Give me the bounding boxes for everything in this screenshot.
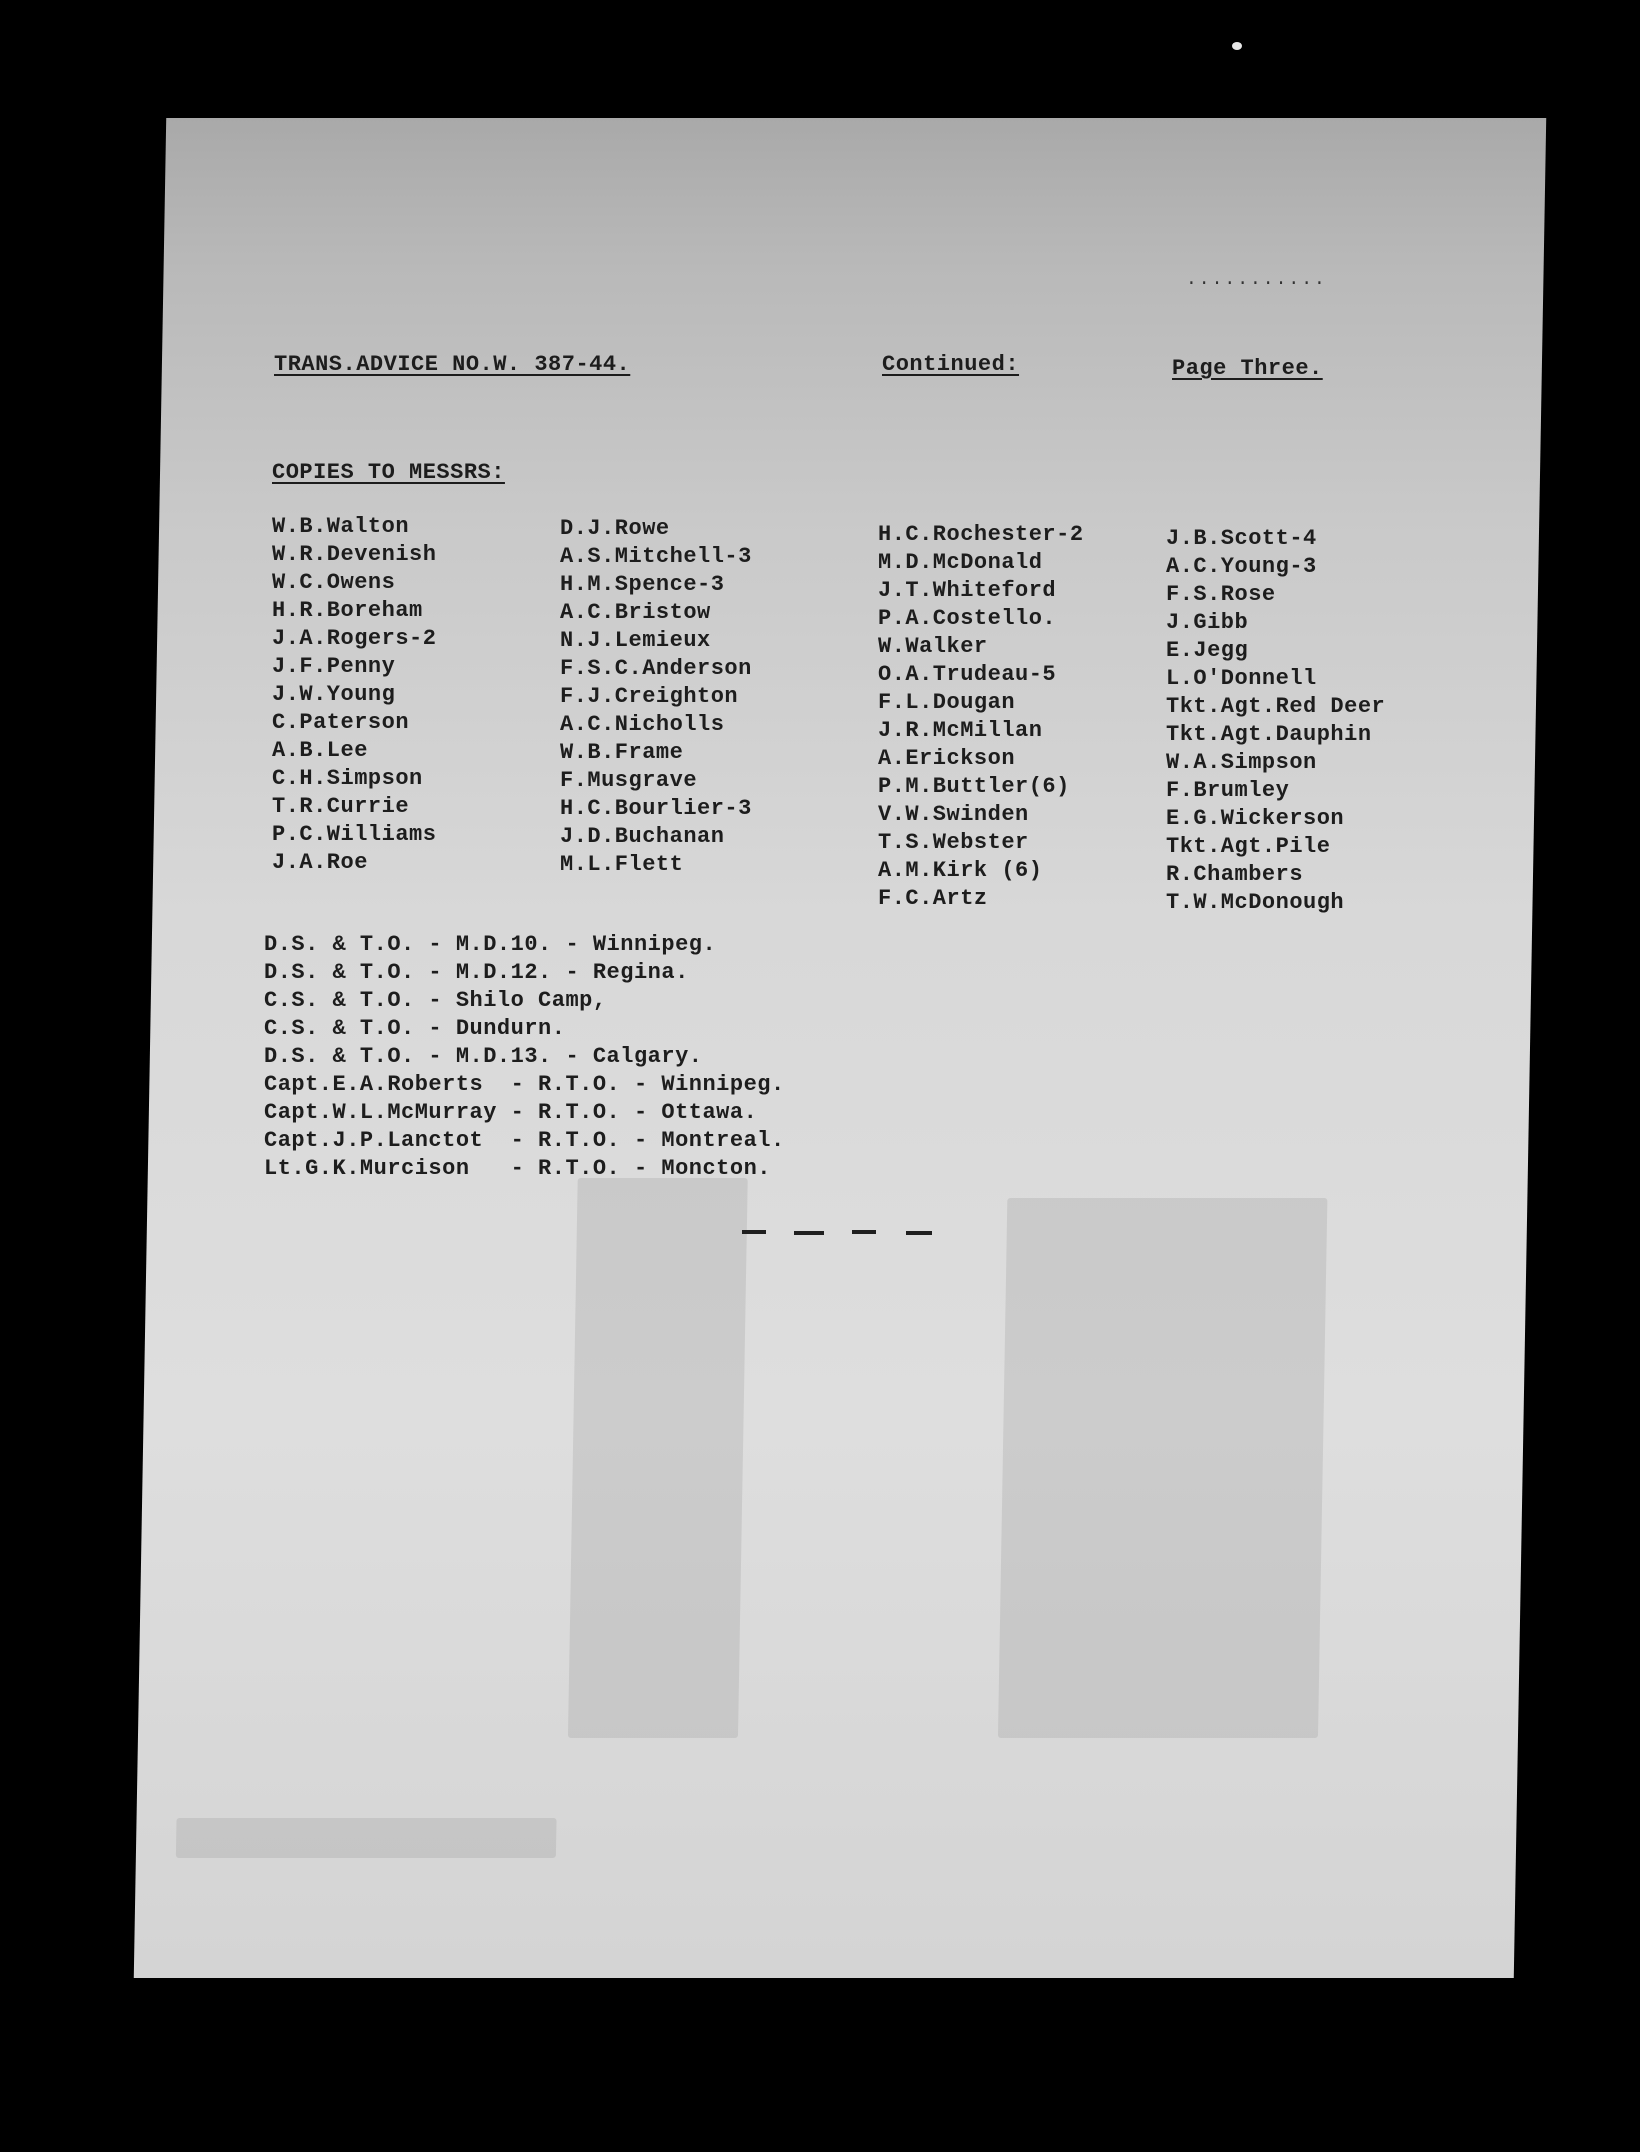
list-item: M.L.Flett — [560, 852, 684, 877]
list-item: H.R.Boreham — [272, 598, 423, 623]
list-item: T.R.Currie — [272, 794, 410, 819]
list-item: Tkt.Agt.Pile — [1166, 834, 1331, 859]
distribution-list — [264, 932, 785, 1184]
distribution-line: C.S. & T.O. - Dundurn. — [264, 1016, 566, 1041]
list-item: J.T.Whiteford — [878, 578, 1057, 603]
list-item: P.A.Costello. — [878, 606, 1057, 631]
list-item: C.H.Simpson — [272, 766, 423, 791]
list-item: A.Erickson — [878, 746, 1016, 771]
list-item: A.B.Lee — [272, 738, 368, 763]
list-item: J.A.Rogers-2 — [272, 626, 437, 651]
distribution-line: Lt.G.K.Murcison - R.T.O. - Moncton. — [264, 1156, 771, 1181]
list-item: R.Chambers — [1166, 862, 1304, 887]
list-item: Tkt.Agt.Dauphin — [1166, 722, 1372, 747]
distribution-line: Capt.E.A.Roberts - R.T.O. - Winnipeg. — [264, 1072, 785, 1097]
list-item: A.M.Kirk (6) — [878, 858, 1043, 883]
name-column-1 — [272, 514, 436, 878]
list-item: J.W.Young — [272, 682, 396, 707]
list-item: P.M.Buttler(6) — [878, 774, 1070, 799]
list-item: A.S.Mitchell-3 — [560, 544, 752, 569]
list-item: A.C.Bristow — [560, 600, 711, 625]
list-item: F.L.Dougan — [878, 690, 1016, 715]
end-rule-dash — [742, 1230, 766, 1234]
end-rule-dash — [852, 1230, 876, 1234]
list-item: J.A.Roe — [272, 850, 368, 875]
copies-heading: COPIES TO MESSRS: — [272, 460, 505, 485]
continued-label: Continued: — [882, 352, 1020, 377]
list-item: P.C.Williams — [272, 822, 437, 847]
page-number: Page Three. — [1172, 356, 1323, 381]
dotted-mark: ........... — [1186, 270, 1327, 290]
name-column-4 — [1166, 526, 1385, 918]
distribution-line: C.S. & T.O. - Shilo Camp, — [264, 988, 607, 1013]
list-item: F.Brumley — [1166, 778, 1290, 803]
list-item: J.R.McMillan — [878, 718, 1043, 743]
name-column-2 — [560, 516, 752, 880]
distribution-line: Capt.J.P.Lanctot - R.T.O. - Montreal. — [264, 1128, 785, 1153]
list-item: F.C.Artz — [878, 886, 988, 911]
list-item: A.C.Young-3 — [1166, 554, 1317, 579]
list-item: W.C.Owens — [272, 570, 396, 595]
list-item: A.C.Nicholls — [560, 712, 725, 737]
list-item: L.O'Donnell — [1166, 666, 1317, 691]
list-item: J.D.Buchanan — [560, 824, 725, 849]
list-item: M.D.McDonald — [878, 550, 1043, 575]
list-item: F.J.Creighton — [560, 684, 739, 709]
list-item: W.R.Devenish — [272, 542, 437, 567]
list-item: C.Paterson — [272, 710, 410, 735]
end-rule-dash — [794, 1231, 824, 1235]
list-item: E.Jegg — [1166, 638, 1249, 663]
list-item: O.A.Trudeau-5 — [878, 662, 1057, 687]
list-item: J.B.Scott-4 — [1166, 526, 1317, 551]
list-item: W.A.Simpson — [1166, 750, 1317, 775]
list-item: J.Gibb — [1166, 610, 1249, 635]
list-item: E.G.Wickerson — [1166, 806, 1345, 831]
list-item: W.B.Walton — [272, 514, 410, 539]
distribution-line: D.S. & T.O. - M.D.12. - Regina. — [264, 960, 689, 985]
list-item: W.B.Frame — [560, 740, 684, 765]
list-item: F.S.Rose — [1166, 582, 1276, 607]
distribution-line: D.S. & T.O. - M.D.10. - Winnipeg. — [264, 932, 717, 957]
list-item: N.J.Lemieux — [560, 628, 711, 653]
name-column-3 — [878, 522, 1084, 914]
list-item: H.M.Spence-3 — [560, 572, 725, 597]
list-item: T.S.Webster — [878, 830, 1029, 855]
list-item: Tkt.Agt.Red Deer — [1166, 694, 1386, 719]
list-item: V.W.Swinden — [878, 802, 1029, 827]
distribution-line: D.S. & T.O. - M.D.13. - Calgary. — [264, 1044, 703, 1069]
distribution-line: Capt.W.L.McMurray - R.T.O. - Ottawa. — [264, 1100, 758, 1125]
list-item: J.F.Penny — [272, 654, 396, 679]
list-item: H.C.Rochester-2 — [878, 522, 1084, 547]
advice-number: TRANS.ADVICE NO.W. 387-44. — [274, 352, 631, 377]
list-item: F.S.C.Anderson — [560, 656, 752, 681]
list-item: W.Walker — [878, 634, 988, 659]
list-item: H.C.Bourlier-3 — [560, 796, 752, 821]
list-item: F.Musgrave — [560, 768, 698, 793]
list-item: D.J.Rowe — [560, 516, 670, 541]
end-rule-dash — [906, 1231, 932, 1235]
list-item: T.W.McDonough — [1166, 890, 1345, 915]
